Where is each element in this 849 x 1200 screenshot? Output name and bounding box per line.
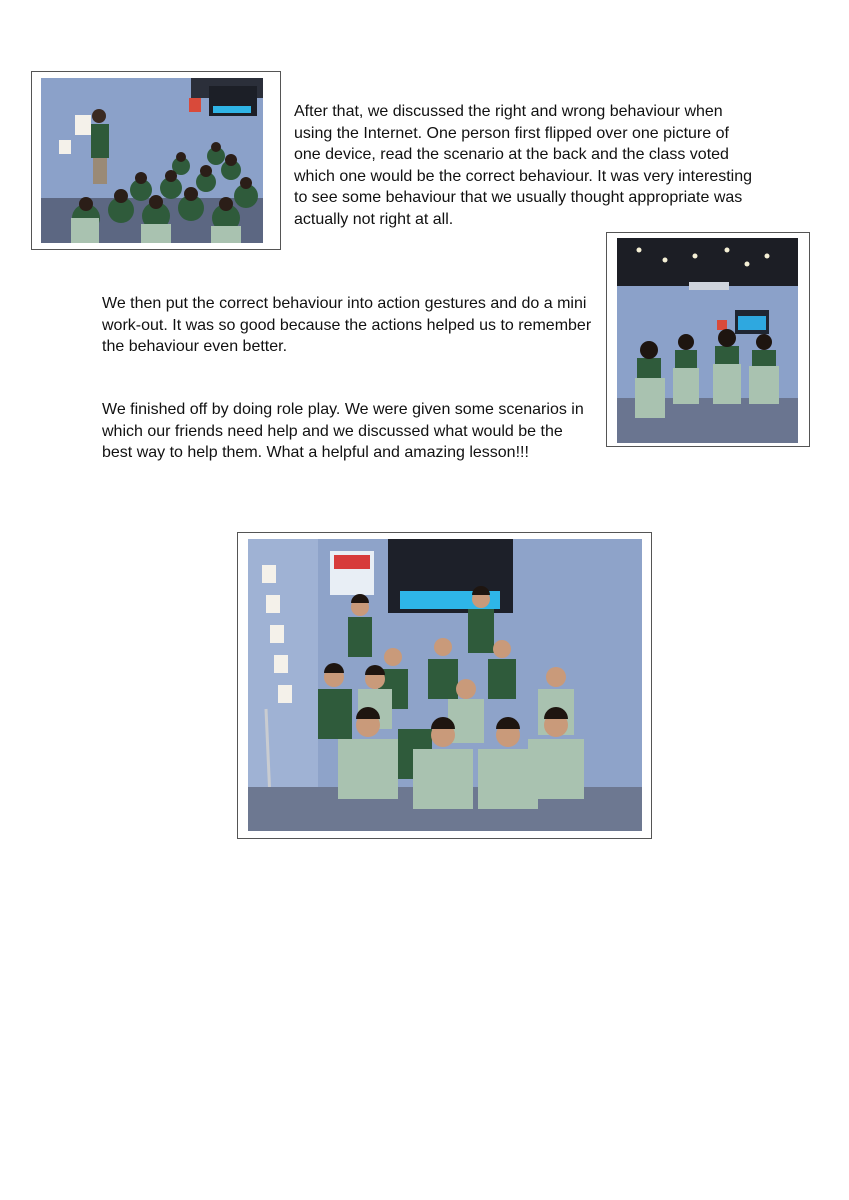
photo-frame-corridor xyxy=(606,232,810,447)
paragraph-internet-behaviour: After that, we discussed the right and wrong behaviour when using the Internet. One person first flipped over one picture of one device, read the scenario at the back and the class voted which one would be the correct behaviour. It was very interesting to see some behaviour that we usually thought appropriate was actually not right at all. xyxy=(294,103,753,228)
paragraph-role-play: We finished off by doing role play. We were given some scenarios in which our friends need help and we discussed what would be the best way to help them. What a helpful and amazing lesson!!! xyxy=(102,401,584,461)
photo-classroom-illustration xyxy=(41,78,263,243)
photo-group-of-students xyxy=(248,539,642,831)
photo-frame-group xyxy=(237,532,652,839)
photo-students-in-corridor xyxy=(617,238,798,443)
photo-students-seated-in-room xyxy=(41,78,263,243)
photo-corridor-illustration xyxy=(617,238,798,443)
photo-group-illustration xyxy=(248,539,642,831)
paragraph-action-gestures: We then put the correct behaviour into action gestures and do a mini work-out. It was so good because the actions helped us to remember the behaviour even better. xyxy=(102,295,592,355)
photo-frame-classroom xyxy=(31,71,281,250)
